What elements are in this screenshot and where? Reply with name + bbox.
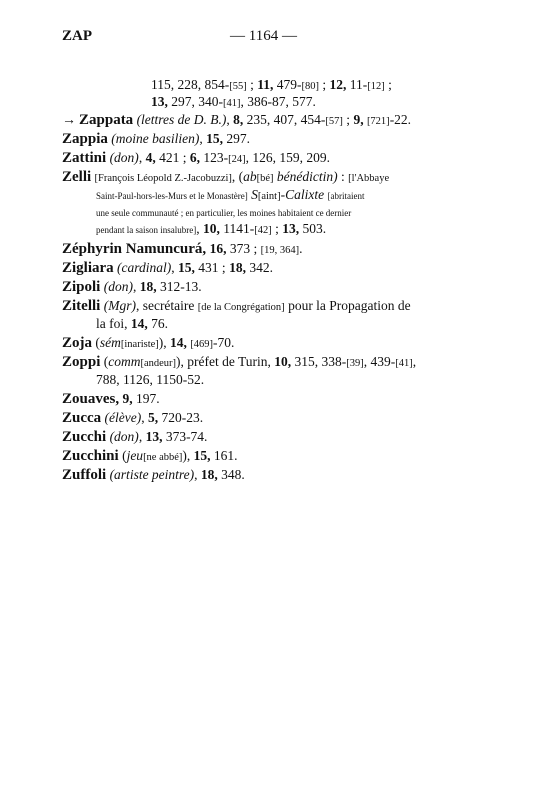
- text-segment: 9,: [353, 112, 364, 127]
- text-segment: -: [280, 187, 286, 202]
- text-segment: ,: [226, 112, 234, 127]
- text-segment: (Mgr): [103, 298, 136, 313]
- text-segment: 342.: [245, 260, 273, 275]
- text-segment: jeu: [126, 448, 144, 463]
- text-segment: 10,: [274, 354, 292, 369]
- text-segment: (: [100, 354, 109, 369]
- index-entry-zucca: [62, 409, 203, 427]
- text-segment: [de la Congrégation]: [197, 302, 285, 313]
- text-segment: Zitelli: [62, 298, 101, 314]
- text-segment: ,: [194, 467, 201, 482]
- text-segment: ,: [138, 150, 146, 165]
- text-segment: 788, 1126, 1150-52.: [96, 372, 205, 387]
- text-segment: 373 ;: [226, 241, 261, 256]
- text-segment: 15,: [206, 131, 223, 146]
- text-segment: 123-: [199, 150, 229, 165]
- text-segment: Zelli: [62, 169, 92, 185]
- text-segment: 18,: [200, 467, 218, 482]
- index-entry-zitelli-cont: [96, 315, 168, 332]
- index-entry-zelli: [62, 168, 389, 187]
- text-segment: (élève): [104, 410, 142, 425]
- text-segment: S: [251, 187, 258, 202]
- text-segment: :: [337, 169, 349, 184]
- text-segment: 10,: [202, 221, 220, 236]
- text-segment: Calixte: [285, 187, 325, 202]
- text-segment: [François Léopold: [94, 173, 175, 184]
- index-entry-zoppi: [62, 353, 416, 372]
- text-segment: Zoja: [62, 335, 92, 351]
- index-entry-zelli-cont-3: [96, 220, 326, 239]
- index-entry-zipoli: [62, 278, 202, 296]
- text-segment: [80]: [301, 81, 320, 92]
- index-entry-zappata: [62, 111, 411, 130]
- text-segment: Zappata: [79, 112, 134, 128]
- text-segment: (don): [103, 279, 133, 294]
- text-segment: ab: [243, 169, 257, 184]
- text-segment: ;: [319, 77, 330, 92]
- text-segment: 14,: [170, 335, 187, 350]
- text-segment: ;: [246, 77, 258, 92]
- text-segment: Zucchini: [62, 448, 119, 464]
- text-segment: 720-23.: [158, 410, 204, 425]
- text-segment: (don): [109, 429, 139, 444]
- text-segment: bénédictin): [276, 169, 338, 184]
- text-segment: sém: [99, 335, 121, 350]
- index-entry-zephyrin: [62, 240, 302, 259]
- text-segment: [41]: [223, 98, 241, 109]
- text-segment: pour la Propagation de: [284, 298, 411, 313]
- text-segment: une seule communauté ; en particulier, les moines habitaient ce dernier: [96, 208, 352, 218]
- text-segment: , (: [231, 169, 244, 184]
- text-segment: (lettres de D. B.): [136, 112, 227, 127]
- text-segment: 479-: [273, 77, 302, 92]
- text-segment: [bé]: [256, 173, 274, 184]
- index-entry-zappia: [62, 130, 250, 148]
- text-segment: pendant la saison insalubre]: [96, 225, 197, 235]
- text-segment: , secrétaire: [135, 298, 198, 313]
- text-segment: 18,: [229, 260, 246, 275]
- text-segment: 12,: [329, 77, 347, 92]
- text-segment: [41]: [395, 358, 413, 369]
- text-segment: 13,: [282, 221, 300, 236]
- text-segment: Zappia: [62, 131, 108, 147]
- text-segment: ),: [158, 335, 171, 350]
- text-segment: Zouaves,: [62, 391, 120, 407]
- text-segment: 8,: [233, 112, 244, 127]
- index-entry-zoja: [62, 334, 234, 353]
- text-segment: [55]: [229, 81, 247, 92]
- text-segment: 348.: [217, 467, 245, 482]
- text-segment: (don): [109, 150, 139, 165]
- text-segment: 197.: [132, 391, 160, 406]
- text-segment: 13,: [151, 94, 168, 109]
- text-segment: Zucchi: [62, 429, 107, 445]
- index-entry-zucchini: [62, 447, 238, 466]
- text-segment: Zattini: [62, 150, 107, 166]
- text-segment: 235, 407, 454-: [243, 112, 326, 127]
- arrow-icon: →: [62, 113, 76, 128]
- text-segment: ), préfet de Turin,: [176, 354, 275, 369]
- text-segment: [l'Abbaye: [348, 173, 390, 184]
- text-segment: , 126, 159, 209.: [245, 150, 330, 165]
- text-segment: .-Jacobuzzi]: [180, 173, 232, 184]
- page-number: — 1164 —: [230, 28, 297, 44]
- text-segment: 297, 340-: [167, 94, 223, 109]
- text-segment: -70.: [213, 335, 235, 350]
- text-segment: comm: [108, 354, 141, 369]
- page-header: [62, 28, 522, 46]
- text-segment: [24]: [228, 154, 246, 165]
- text-segment: [12]: [367, 81, 385, 92]
- text-segment: (: [118, 448, 127, 463]
- text-segment: (cardinal): [117, 260, 172, 275]
- index-line-2: [151, 93, 316, 112]
- text-segment: [19, 364]: [260, 245, 300, 256]
- text-segment: 431 ;: [194, 260, 230, 275]
- text-segment: 312-13.: [156, 279, 202, 294]
- text-segment: [abritaient: [327, 191, 365, 201]
- text-segment: Zéphyrin Namuncurá,: [62, 241, 207, 257]
- text-segment: la foi,: [96, 316, 131, 331]
- index-entry-zuffoli: [62, 466, 245, 484]
- index-entry-zoppi-cont: [96, 371, 204, 388]
- text-segment: [ne abbé]: [143, 452, 183, 463]
- text-segment: 11,: [257, 77, 274, 92]
- text-segment: [aint]: [257, 191, 281, 202]
- text-segment: Zoppi: [62, 354, 101, 370]
- index-entry-zouaves: [62, 390, 160, 408]
- text-segment: .: [299, 241, 303, 256]
- index-entry-zucchi: [62, 428, 207, 446]
- text-segment: [469]: [190, 339, 214, 350]
- text-segment: [57]: [325, 116, 343, 127]
- text-segment: (: [92, 335, 100, 350]
- section-label: ZAP: [62, 28, 92, 44]
- text-segment: ,: [171, 260, 179, 275]
- text-segment: , 386-87, 577.: [240, 94, 316, 109]
- index-entry-zigliara: [62, 259, 273, 277]
- text-segment: ,: [199, 131, 207, 146]
- index-entry-zitelli: [62, 297, 411, 316]
- text-segment: 1141-: [219, 221, 255, 236]
- text-segment: (artiste peintre): [109, 467, 195, 482]
- text-segment: Saint-Paul-hors-les-Murs et le Monastère]: [96, 191, 248, 201]
- text-segment: ,: [196, 221, 203, 236]
- text-segment: ,: [138, 429, 146, 444]
- text-segment: 13,: [145, 429, 163, 444]
- text-segment: Zuffoli: [62, 467, 107, 483]
- text-segment: [42]: [254, 225, 272, 236]
- text-segment: Zipoli: [62, 279, 101, 295]
- text-segment: 315, 338-: [291, 354, 347, 369]
- text-segment: ,: [412, 354, 417, 369]
- text-segment: 297.: [222, 131, 250, 146]
- text-segment: ),: [182, 448, 194, 463]
- text-segment: ,: [141, 410, 149, 425]
- text-segment: , 439-: [363, 354, 396, 369]
- text-segment: 16,: [209, 241, 227, 256]
- text-segment: 4,: [145, 150, 156, 165]
- text-segment: 14,: [130, 316, 148, 331]
- text-segment: Zigliara: [62, 260, 114, 276]
- text-segment: 11-: [346, 77, 368, 92]
- text-segment: ;: [271, 221, 283, 236]
- text-segment: 161.: [210, 448, 238, 463]
- text-segment: ,: [132, 279, 140, 294]
- text-segment: 503.: [299, 221, 327, 236]
- text-segment: 15,: [193, 448, 211, 463]
- text-segment: Zucca: [62, 410, 102, 426]
- text-segment: 373-74.: [162, 429, 208, 444]
- text-segment: 9,: [122, 391, 133, 406]
- text-segment: -22.: [389, 112, 412, 127]
- text-segment: 115, 228, 854-: [151, 77, 230, 92]
- text-segment: Z: [174, 173, 181, 184]
- text-segment: [39]: [346, 358, 364, 369]
- text-segment: [inariste]: [120, 339, 159, 350]
- text-segment: 18,: [139, 279, 157, 294]
- text-segment: 76.: [147, 316, 168, 331]
- text-segment: ;: [384, 77, 392, 92]
- text-segment: [721]: [366, 116, 390, 127]
- text-segment: 15,: [178, 260, 195, 275]
- text-segment: [andeur]: [140, 358, 177, 369]
- index-entry-zattini: [62, 149, 330, 168]
- text-segment: 421 ;: [155, 150, 190, 165]
- text-segment: 5,: [148, 410, 159, 425]
- text-segment: (moine basilien): [111, 131, 200, 146]
- text-segment: ;: [342, 112, 354, 127]
- text-segment: 6,: [189, 150, 200, 165]
